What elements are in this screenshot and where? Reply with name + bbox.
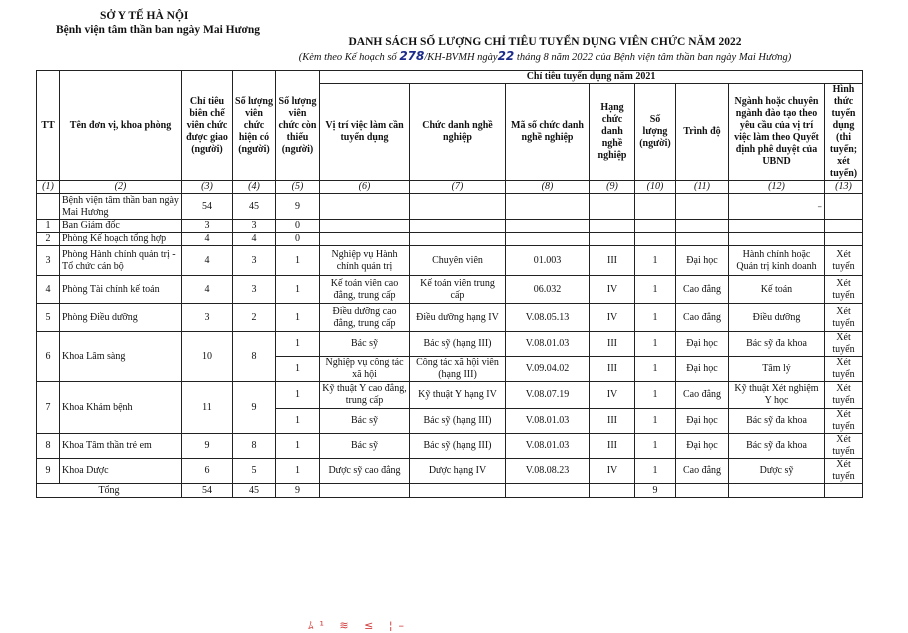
table-cell: [729, 220, 825, 233]
recruit-count: 1: [635, 434, 676, 459]
table-row: [37, 220, 863, 233]
education-level: Cao đẳng: [676, 276, 729, 304]
position-name: Nghiệp vụ Hành chính quản trị: [320, 246, 410, 276]
table-cell: [590, 233, 635, 246]
current-count: 45: [233, 194, 276, 220]
job-code: 06.032: [506, 276, 590, 304]
header-count: Số lượng (người): [635, 84, 676, 181]
recruit-count: 1: [635, 459, 676, 484]
table-cell: [635, 233, 676, 246]
job-rank: IV: [590, 304, 635, 332]
hospital-name: Bệnh viện tâm thần ban ngày Mai Hương: [56, 24, 261, 36]
table-row: [37, 304, 863, 332]
job-code: V.08.05.13: [506, 304, 590, 332]
missing-count: 1: [276, 382, 320, 409]
subtitle-prefix: (Kèm theo Kế hoạch số: [298, 52, 400, 63]
job-code: V.08.01.03: [506, 409, 590, 434]
assigned-count: 4: [182, 233, 233, 246]
table-cell: [676, 220, 729, 233]
required-major: Tâm lý: [729, 357, 825, 382]
unit-name: Khoa Tâm thần trẻ em: [60, 434, 182, 459]
unit-name: Phòng Kế hoạch tổng hợp: [60, 233, 182, 246]
position-name: Dược sỹ cao đẳng: [320, 459, 410, 484]
row-number: 1: [37, 220, 60, 233]
required-major: Bác sỹ đa khoa: [729, 409, 825, 434]
table-body: [37, 181, 863, 498]
job-rank: IV: [590, 382, 635, 409]
recruit-method: Xét tuyển: [825, 357, 863, 382]
assigned-count: 10: [182, 332, 233, 382]
total-missing: 9: [276, 484, 320, 498]
row-number: 4: [37, 276, 60, 304]
table-cell: [320, 233, 410, 246]
recruit-method: Xét tuyển: [825, 434, 863, 459]
recruit-method: Xét tuyển: [825, 246, 863, 276]
header-level: Trình độ: [676, 84, 729, 181]
missing-count: 0: [276, 233, 320, 246]
subtitle-middle: /KH-BVMH ngày: [424, 52, 498, 63]
job-code: V.08.01.03: [506, 434, 590, 459]
education-level: Cao đẳng: [676, 459, 729, 484]
column-number: (2): [60, 181, 182, 194]
job-rank: III: [590, 434, 635, 459]
required-major: Kế toán: [729, 276, 825, 304]
missing-count: 1: [276, 357, 320, 382]
table-row: [37, 382, 863, 409]
header-rank: Hạng chức danh nghề nghiệp: [590, 84, 635, 181]
table-cell: [729, 233, 825, 246]
total-current: 45: [233, 484, 276, 498]
required-major: Bác sỹ đa khoa: [729, 332, 825, 357]
education-level: Đại học: [676, 409, 729, 434]
table-cell: [506, 484, 590, 498]
column-number: (8): [506, 181, 590, 194]
current-count: 3: [233, 220, 276, 233]
unit-name: Phòng Điều dưỡng: [60, 304, 182, 332]
education-level: Cao đẳng: [676, 382, 729, 409]
education-level: Đại học: [676, 246, 729, 276]
column-number: (12): [729, 181, 825, 194]
table-cell: [410, 484, 506, 498]
job-rank: IV: [590, 459, 635, 484]
recruit-count: 1: [635, 332, 676, 357]
header-method: Hình thức tuyển dụng (thi tuyển; xét tuyển): [825, 84, 863, 181]
position-name: Bác sỹ: [320, 332, 410, 357]
table-cell: [320, 484, 410, 498]
header-title: Chức danh nghề nghiệp: [410, 84, 506, 181]
header-unit: Tên đơn vị, khoa phòng: [60, 71, 182, 181]
job-title: Chuyên viên: [410, 246, 506, 276]
job-title: Kế toán viên trung cấp: [410, 276, 506, 304]
recruit-count: 1: [635, 409, 676, 434]
job-title: Bác sỹ (hạng III): [410, 434, 506, 459]
job-code: V.09.04.02: [506, 357, 590, 382]
total-recruit-count: 9: [635, 484, 676, 498]
current-count: 3: [233, 246, 276, 276]
job-rank: III: [590, 246, 635, 276]
job-title: Bác sỹ (hạng III): [410, 332, 506, 357]
current-count: 8: [233, 332, 276, 382]
table-row-total: [37, 484, 863, 498]
unit-name: Bệnh viện tâm thần ban ngày Mai Hương: [60, 194, 182, 220]
table-cell: [590, 484, 635, 498]
recruit-method: Xét tuyển: [825, 304, 863, 332]
missing-count: 1: [276, 276, 320, 304]
row-number: 3: [37, 246, 60, 276]
header-current: Số lượng viên chức hiện có (người): [233, 71, 276, 181]
table-cell: [825, 194, 863, 220]
table-cell: [506, 220, 590, 233]
unit-name: Phòng Tài chính kế toán: [60, 276, 182, 304]
assigned-count: 6: [182, 459, 233, 484]
table-cell: [825, 484, 863, 498]
job-title: Kỹ thuật Y hạng IV: [410, 382, 506, 409]
unit-name: Khoa Khám bệnh: [60, 382, 182, 434]
missing-count: 0: [276, 220, 320, 233]
education-level: Đại học: [676, 357, 729, 382]
recruit-method: Xét tuyển: [825, 382, 863, 409]
assigned-count: 4: [182, 246, 233, 276]
column-number: (13): [825, 181, 863, 194]
column-number-row: [37, 181, 863, 194]
table-row: [37, 459, 863, 484]
recruit-count: 1: [635, 357, 676, 382]
column-number: (3): [182, 181, 233, 194]
job-code: 01.003: [506, 246, 590, 276]
position-name: Nghiệp vụ công tác xã hội: [320, 357, 410, 382]
current-count: 9: [233, 382, 276, 434]
table-cell: [590, 194, 635, 220]
header-position: Vị trí việc làm cần tuyển dụng: [320, 84, 410, 181]
missing-count: 1: [276, 434, 320, 459]
column-number: (5): [276, 181, 320, 194]
column-number: (1): [37, 181, 60, 194]
position-name: Kỹ thuật Y cao đẳng, trung cấp: [320, 382, 410, 409]
document-subtitle: [200, 49, 890, 63]
recruit-method: Xét tuyển: [825, 276, 863, 304]
header-missing: Số lượng viên chức còn thiếu (người): [276, 71, 320, 181]
table-cell: [676, 233, 729, 246]
row-number: 8: [37, 434, 60, 459]
total-assigned: 54: [182, 484, 233, 498]
table-cell: [676, 484, 729, 498]
recruit-method: Xét tuyển: [825, 332, 863, 357]
current-count: 3: [233, 276, 276, 304]
total-label: Tổng: [37, 484, 182, 498]
table-row: [37, 246, 863, 276]
column-number: (10): [635, 181, 676, 194]
red-stamp: ﾑ¹ ≋ ≤ ¦–: [308, 619, 411, 632]
job-code: V.08.08.23: [506, 459, 590, 484]
job-rank: III: [590, 357, 635, 382]
education-level: Cao đẳng: [676, 304, 729, 332]
position-name: Điều dưỡng cao đẳng, trung cấp: [320, 304, 410, 332]
required-major: Dược sỹ: [729, 459, 825, 484]
table-cell: [37, 194, 60, 220]
table-cell: [506, 233, 590, 246]
recruit-count: 1: [635, 276, 676, 304]
table-row-hospital: [37, 194, 863, 220]
assigned-count: 11: [182, 382, 233, 434]
row-number: 9: [37, 459, 60, 484]
header-assigned: Chỉ tiêu biên chế viên chức được giao (người): [182, 71, 233, 181]
column-number: (11): [676, 181, 729, 194]
assigned-count: 3: [182, 220, 233, 233]
required-major: Kỹ thuật Xét nghiệm Y học: [729, 382, 825, 409]
current-count: 4: [233, 233, 276, 246]
org-name: SỞ Y TẾ HÀ NỘI: [100, 10, 189, 22]
recruit-method: Xét tuyển: [825, 459, 863, 484]
header-code: Mã số chức danh nghề nghiệp: [506, 84, 590, 181]
current-count: 8: [233, 434, 276, 459]
row-number: 5: [37, 304, 60, 332]
job-title: Bác sỹ (hạng III): [410, 409, 506, 434]
missing-count: 1: [276, 332, 320, 357]
table-row: [37, 332, 863, 357]
plan-day: 22: [497, 49, 515, 63]
recruit-count: 1: [635, 304, 676, 332]
table-row: [37, 233, 863, 246]
table-cell: [729, 484, 825, 498]
header-tt: TT: [37, 71, 60, 181]
table-cell: [320, 194, 410, 220]
document-title: DANH SÁCH SỐ LƯỢNG CHỈ TIÊU TUYỂN DỤNG VIÊN CHỨC NĂM 2022: [348, 36, 742, 48]
row-number: 2: [37, 233, 60, 246]
assigned-count: 4: [182, 276, 233, 304]
position-name: Bác sỹ: [320, 434, 410, 459]
column-number: (6): [320, 181, 410, 194]
row-number: 7: [37, 382, 60, 434]
education-level: Đại học: [676, 332, 729, 357]
unit-name: Phòng Hành chính quản trị - Tổ chức cán bộ: [60, 246, 182, 276]
header-group: Chỉ tiêu tuyển dụng năm 2021: [320, 71, 863, 84]
table-cell: [590, 220, 635, 233]
stray-mark: –: [729, 194, 825, 220]
missing-count: 1: [276, 459, 320, 484]
job-rank: IV: [590, 276, 635, 304]
job-rank: III: [590, 409, 635, 434]
current-count: 5: [233, 459, 276, 484]
table-cell: [506, 194, 590, 220]
education-level: Đại học: [676, 434, 729, 459]
unit-name: Ban Giám đốc: [60, 220, 182, 233]
table-row: [37, 276, 863, 304]
row-number: 6: [37, 332, 60, 382]
table-cell: [410, 233, 506, 246]
recruit-method: Xét tuyển: [825, 409, 863, 434]
unit-name: Khoa Lâm sàng: [60, 332, 182, 382]
required-major: Hành chính hoặc Quản trị kinh doanh: [729, 246, 825, 276]
assigned-count: 54: [182, 194, 233, 220]
position-name: Bác sỹ: [320, 409, 410, 434]
table-cell: [410, 194, 506, 220]
required-major: Bác sỹ đa khoa: [729, 434, 825, 459]
missing-count: 9: [276, 194, 320, 220]
column-number: (9): [590, 181, 635, 194]
column-number: (4): [233, 181, 276, 194]
table-row: [37, 434, 863, 459]
column-number: (7): [410, 181, 506, 194]
recruit-count: 1: [635, 382, 676, 409]
job-rank: III: [590, 332, 635, 357]
job-title: Công tác xã hội viên (hạng III): [410, 357, 506, 382]
missing-count: 1: [276, 304, 320, 332]
current-count: 2: [233, 304, 276, 332]
plan-number: 278: [399, 49, 425, 63]
position-name: Kế toán viên cao đẳng, trung cấp: [320, 276, 410, 304]
table-cell: [635, 220, 676, 233]
job-code: V.08.01.03: [506, 332, 590, 357]
required-major: Điều dưỡng: [729, 304, 825, 332]
table-cell: [320, 220, 410, 233]
job-title: Dược hạng IV: [410, 459, 506, 484]
job-code: V.08.07.19: [506, 382, 590, 409]
assigned-count: 9: [182, 434, 233, 459]
assigned-count: 3: [182, 304, 233, 332]
recruitment-table: [36, 70, 863, 498]
table-cell: [825, 233, 863, 246]
table-cell: [410, 220, 506, 233]
table-cell: [825, 220, 863, 233]
header-major: Ngành hoặc chuyên ngành đào tạo theo yêu cầu của vị trí việc làm theo Quyết định phê duyệt của UBND: [729, 84, 825, 181]
missing-count: 1: [276, 246, 320, 276]
job-title: Điều dưỡng hạng IV: [410, 304, 506, 332]
recruit-count: 1: [635, 246, 676, 276]
missing-count: 1: [276, 409, 320, 434]
subtitle-suffix: tháng 8 năm 2022 của Bệnh viện tâm thần ban ngày Mai Hương): [514, 52, 792, 63]
unit-name: Khoa Dược: [60, 459, 182, 484]
table-cell: [676, 194, 729, 220]
table-cell: [635, 194, 676, 220]
